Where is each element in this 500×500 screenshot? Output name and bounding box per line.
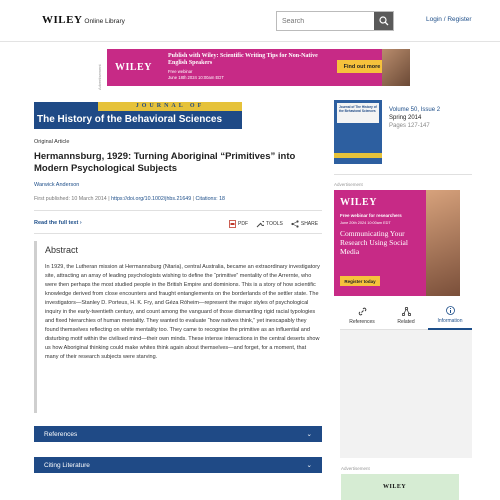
read-full-text-link[interactable] [34, 220, 82, 226]
references-accordion[interactable] [34, 426, 322, 442]
top-advertisement-banner[interactable] [107, 49, 410, 86]
share-label: SHARE [300, 221, 319, 227]
pdf-label: PDF [238, 221, 248, 227]
pdf-icon [229, 220, 236, 228]
logo-brand: WILEY [42, 14, 83, 26]
issue-season: Spring 2014 [389, 115, 422, 121]
abstract-text: In 1929, the Lutheran mission at Hermannsburg (Ntaria), central Australia, became an extraordinary investigatory site, attracting an array of leading psychologists wishing to define the “primitive” mentality of the Arrernte, who were then perhaps the most studied people in the British Empire and dominions. This is a story of how scientific knowledge derived from close encounters and fraught entanglements on the borderlands of the settler state. The investigators—Stanley D. Porteus, H. K. Fry, and Géza Róheim—represent the major styles of psychological inquiry in the early-twentieth century, and count among the vanguard of those dismantling rigid racial typologies and fixed hierarchies of human mentality. They wanted to evaluate “how natives think,” yet inescapably they found themselves reflecting on white mentality too. They came to recognise the primitive as an influential and disturbing motif within the civilised mind—their own minds. These intense interactions in the central deserts show us how Aboriginal thinking could make whites think again about themselves—and forget, for a moment, that many of their research subjects were starving. [45, 264, 320, 360]
article-tools [229, 220, 318, 228]
tools-label: TOOLS [266, 221, 283, 227]
cover-stripe [334, 153, 382, 158]
side-advertisement[interactable] [334, 190, 460, 296]
tools-button[interactable] [256, 220, 283, 228]
citations-link[interactable]: Citations: 18 [195, 196, 225, 202]
share-button[interactable] [291, 220, 318, 228]
abstract-section [34, 241, 322, 413]
issue-info [389, 106, 440, 130]
tab-references[interactable] [340, 302, 384, 330]
search-button[interactable] [374, 12, 393, 30]
ad-title: Communicating Your Research Using Social Media [340, 229, 408, 256]
article-type: Original Article [34, 139, 70, 145]
references-heading: References [44, 430, 78, 438]
divider [34, 210, 322, 211]
advertisement-label: Advertisement [341, 466, 370, 471]
bottom-advertisement[interactable] [341, 474, 459, 500]
share-icon [291, 220, 299, 228]
publication-meta [34, 196, 225, 202]
ad-brand: WILEY [383, 484, 407, 490]
chevron-down-icon: ⌄ [306, 462, 312, 469]
register-today-button[interactable]: Register today [340, 276, 380, 286]
advertisement-label: Advertisement [334, 182, 363, 187]
author-link[interactable]: Warwick Anderson [34, 182, 80, 188]
tab-information[interactable] [428, 302, 472, 330]
journal-banner[interactable] [34, 102, 242, 129]
advertisement-label: Advertisement [97, 64, 102, 90]
search-icon [379, 16, 389, 26]
divider [334, 174, 472, 175]
ad-photo [382, 49, 410, 86]
tab-related[interactable] [384, 302, 428, 330]
link-icon [358, 307, 367, 316]
chevron-down-icon: ⌄ [306, 431, 312, 438]
search-input[interactable] [277, 12, 374, 30]
search-box [276, 11, 394, 31]
tab-bar [340, 302, 472, 330]
chevron-right-icon: › [79, 220, 82, 226]
wrench-icon [256, 220, 264, 228]
journal-banner-top: JOURNAL OF [98, 102, 242, 111]
volume-issue-link[interactable]: Volume 50, Issue 2 [389, 107, 441, 113]
ad-photo [426, 190, 460, 296]
cover-title: Journal of The History of the Behavioral Sciences [337, 103, 379, 123]
citing-literature-accordion[interactable] [34, 457, 322, 473]
info-icon [446, 306, 455, 315]
divider [34, 233, 322, 234]
find-out-more-button[interactable]: Find out more [337, 60, 387, 73]
doi-link[interactable]: https://doi.org/10.1002/jhbs.21649 [111, 196, 192, 202]
ad-subtitle: Free webinar for researchers [340, 213, 402, 218]
meta-divider: | [108, 196, 112, 202]
article-tabs-panel [340, 302, 472, 458]
ad-sub-line: Free webinar [168, 69, 193, 74]
citing-literature-heading: Citing Literature [44, 461, 90, 469]
tab-information-label: Information [437, 318, 463, 324]
meta-divider: | [192, 196, 196, 202]
abstract-heading: Abstract [45, 245, 79, 255]
article-title: Hermannsburg, 1929: Turning Aboriginal “Primitives” into Modern Psychological Subjects [34, 151, 296, 174]
published-date: First published: 10 March 2014 [34, 196, 107, 202]
journal-title: The History of the Behavioral Sciences [37, 114, 223, 125]
ad-subtitle [168, 69, 224, 80]
wiley-logo[interactable] [42, 14, 125, 26]
tab-references-label: References [349, 318, 375, 325]
ad-title: Publish with Wiley: Scientific Writing Tips for Non-Native English Speakers [168, 53, 318, 66]
read-full-text-label: Read the full text [34, 220, 79, 226]
ad-date: June 20th 2024 10:00am EDT [340, 221, 391, 225]
pdf-button[interactable] [229, 220, 248, 228]
login-register-link[interactable]: Login / Register [426, 16, 472, 23]
network-icon [402, 307, 411, 316]
logo-suffix: Online Library [84, 18, 125, 25]
journal-cover-image[interactable] [334, 100, 382, 164]
ad-brand: WILEY [340, 197, 377, 208]
tab-related-label: Related [397, 318, 415, 325]
ad-date-line: June 18th 2024 10:00am EDT [168, 74, 224, 80]
ad-brand: WILEY [115, 62, 152, 73]
issue-pages: Pages 127-147 [389, 123, 430, 129]
site-header [0, 0, 500, 42]
